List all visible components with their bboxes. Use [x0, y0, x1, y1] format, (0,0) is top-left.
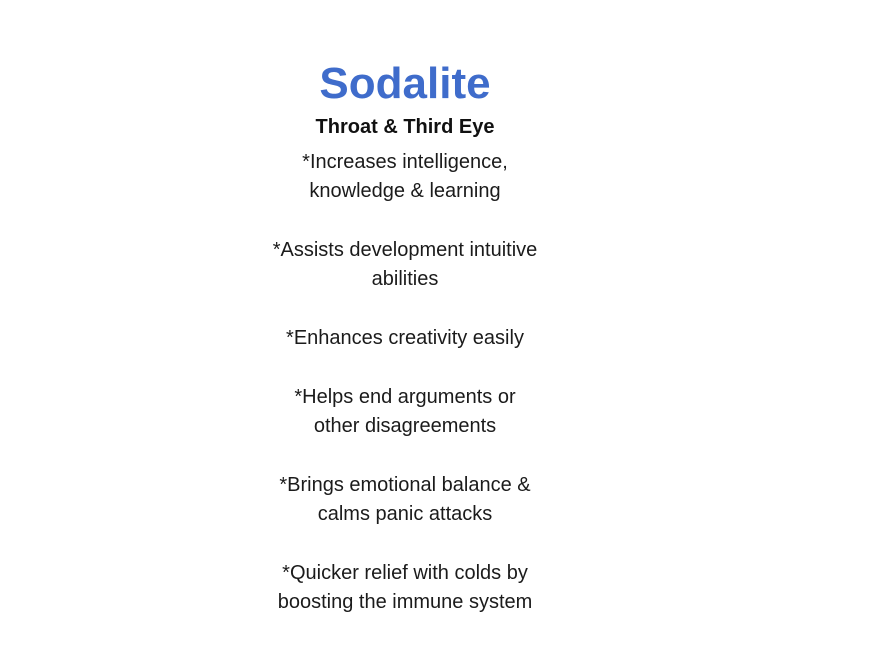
- list-item: [240, 324, 570, 353]
- list-item-line: boosting the immune system: [277, 591, 533, 613]
- list-item: [240, 471, 570, 529]
- list-item-line: *Quicker relief with colds by: [282, 562, 528, 584]
- list-item-line: *Assists development intuitive: [272, 239, 538, 261]
- list-item-line: abilities: [371, 268, 439, 290]
- list-item-line: *Increases intelligence,: [302, 151, 508, 173]
- bullet-list: [240, 148, 570, 617]
- slide-title: Sodalite: [319, 59, 491, 108]
- slide-content: [240, 56, 570, 647]
- list-item-line: other disagreements: [313, 415, 497, 437]
- list-item-line: knowledge & learning: [309, 180, 501, 202]
- list-item-line: *Enhances creativity easily: [286, 327, 524, 349]
- list-item: [240, 236, 570, 294]
- list-item: [240, 148, 570, 206]
- list-item: [240, 383, 570, 441]
- slide-subtitle: Throat & Third Eye: [315, 116, 495, 138]
- list-item-line: calms panic attacks: [317, 503, 493, 525]
- list-item-line: *Brings emotional balance &: [279, 474, 531, 496]
- list-item: [240, 559, 570, 617]
- list-item-line: *Helps end arguments or: [294, 386, 516, 408]
